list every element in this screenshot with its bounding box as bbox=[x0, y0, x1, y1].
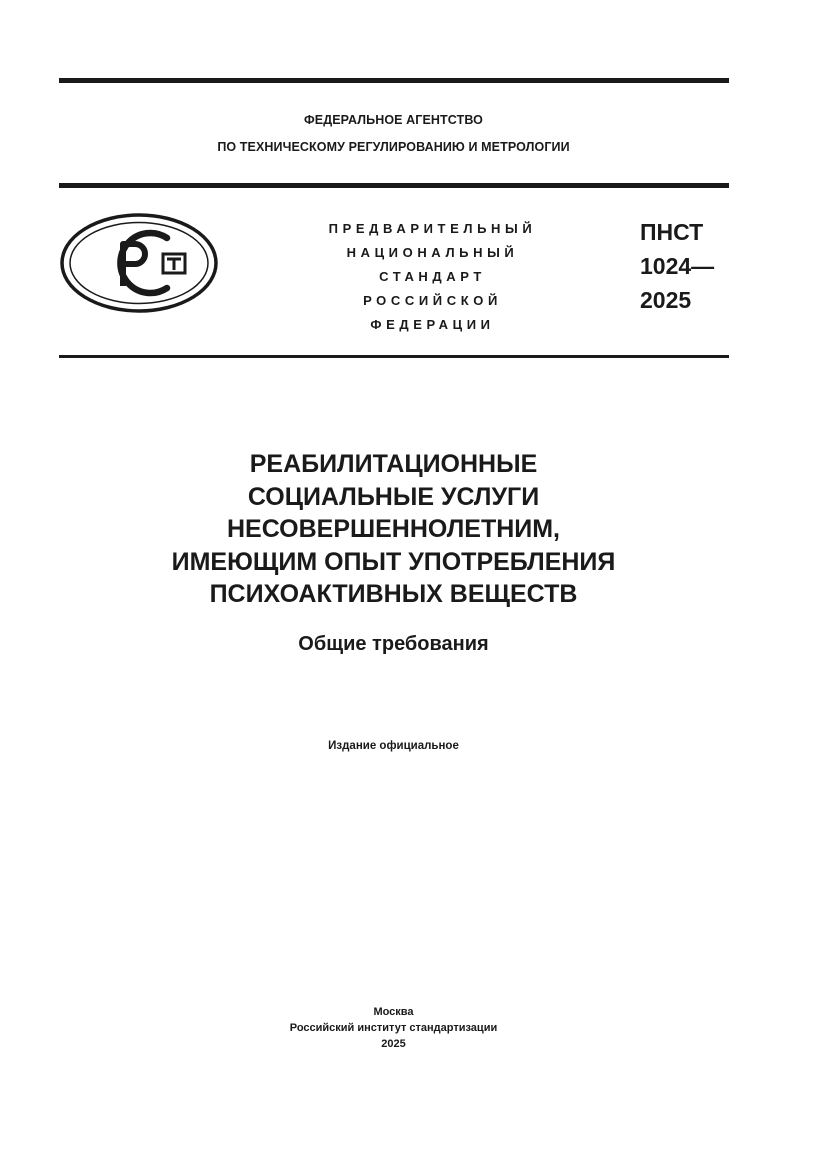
standard-type bbox=[290, 217, 575, 337]
title-line: ПСИХОАКТИВНЫХ ВЕЩЕСТВ bbox=[209, 580, 578, 608]
standard-type-line: ФЕДЕРАЦИИ bbox=[370, 317, 495, 332]
edition-note: Издание официальное bbox=[328, 740, 459, 752]
title-line: ИМЕЮЩИМ ОПЫТ УПОТРЕБЛЕНИЯ bbox=[171, 547, 616, 576]
standard-code-number: 1024— bbox=[640, 253, 715, 279]
agency-name-line2: ПО ТЕХНИЧЕСКОМУ РЕГУЛИРОВАНИЮ И МЕТРОЛОГИИ bbox=[217, 140, 570, 154]
standard-type-line: НАЦИОНАЛЬНЫЙ bbox=[346, 245, 519, 260]
document-subtitle: Общие требования bbox=[298, 633, 489, 655]
standard-code-year: 2025 bbox=[640, 287, 692, 313]
standard-code bbox=[640, 215, 714, 317]
standard-type-line: РОССИЙСКОЙ bbox=[363, 293, 502, 308]
title-line: СОЦИАЛЬНЫЕ УСЛУГИ bbox=[247, 482, 540, 511]
imprint-publisher: Российский институт стандартизации bbox=[289, 1022, 498, 1034]
imprint-year: 2025 bbox=[381, 1038, 406, 1050]
document-title bbox=[0, 448, 787, 611]
standard-type-line: ПРЕДВАРИТЕЛЬНЫЙ bbox=[328, 221, 537, 236]
standard-code-prefix: ПНСТ bbox=[640, 219, 704, 245]
gost-r-logo-icon bbox=[59, 212, 219, 314]
title-line: НЕСОВЕРШЕННОЛЕТНИМ, bbox=[226, 515, 561, 543]
middle-rule bbox=[59, 183, 729, 188]
bottom-rule bbox=[59, 355, 729, 358]
agency-name-line1: ФЕДЕРАЛЬНОЕ АГЕНТСТВО bbox=[304, 113, 483, 127]
imprint bbox=[0, 1004, 787, 1052]
top-rule bbox=[59, 78, 729, 83]
imprint-city: Москва bbox=[373, 1006, 414, 1018]
standard-type-line: СТАНДАРТ bbox=[379, 269, 486, 284]
title-line: РЕАБИЛИТАЦИОННЫЕ bbox=[249, 450, 538, 478]
